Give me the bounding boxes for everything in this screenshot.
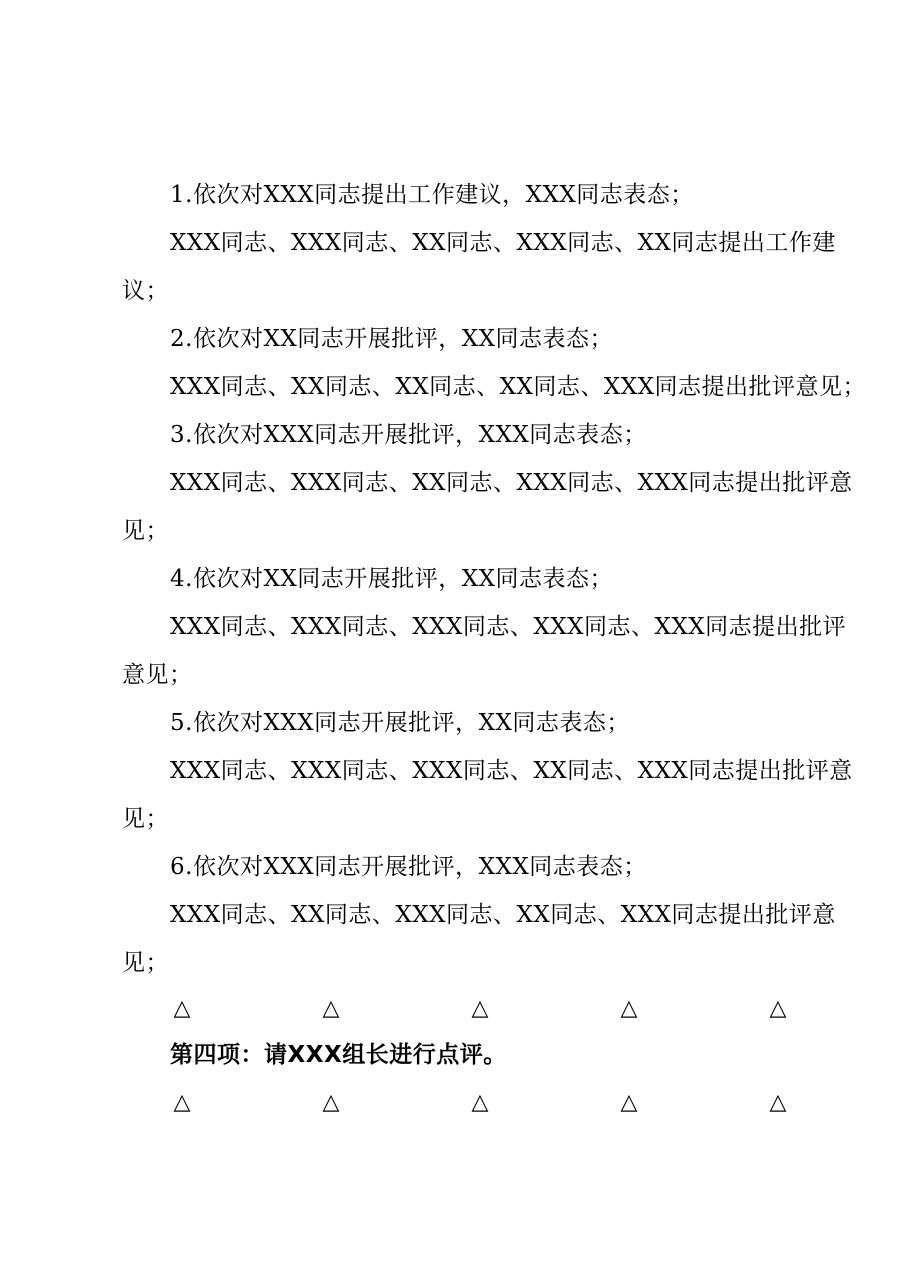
triangle-icon: △ [620, 996, 638, 1021]
paragraph-item-4: 4.依次对XX同志开展批评，XX同志表态； [170, 566, 613, 592]
paragraph-item-5: 5.依次对XXX同志开展批评，XX同志表态； [170, 710, 630, 736]
paragraph-item-5-speakers: XXX同志、XXX同志、XXX同志、XX同志、XXX同志提出批评意 [170, 758, 853, 784]
triangle-icon: △ [620, 1090, 638, 1115]
section-heading: 第四项：请XXX组长进行点评。 [170, 1042, 507, 1068]
paragraph-item-3-speakers: XXX同志、XXX同志、XX同志、XXX同志、XXX同志提出批评意 [170, 470, 853, 496]
triangle-icon: △ [322, 1090, 340, 1115]
paragraph-item-4-speakers: XXX同志、XXX同志、XXX同志、XXX同志、XXX同志提出批评 [170, 614, 847, 640]
paragraph-item-1: 1.依次对XXX同志提出工作建议，XXX同志表态； [170, 182, 694, 208]
triangle-icon: △ [173, 1090, 191, 1115]
triangle-icon: △ [769, 1090, 787, 1115]
triangle-icon: △ [769, 996, 787, 1021]
paragraph-continuation: 议； [122, 278, 169, 304]
paragraph-continuation: 意见； [122, 662, 193, 688]
triangle-icon: △ [173, 996, 191, 1021]
paragraph-item-6-speakers: XXX同志、XX同志、XXX同志、XX同志、XXX同志提出批评意 [170, 902, 836, 928]
triangle-icon: △ [322, 996, 340, 1021]
triangle-icon: △ [471, 1090, 489, 1115]
paragraph-item-1-speakers: XXX同志、XXX同志、XX同志、XXX同志、XX同志提出工作建 [170, 230, 836, 256]
paragraph-continuation: 见； [122, 950, 169, 976]
paragraph-continuation: 见； [122, 806, 169, 832]
triangle-separator-row [170, 1088, 790, 1118]
paragraph-continuation: 见； [122, 518, 169, 544]
paragraph-item-2-speakers: XXX同志、XX同志、XX同志、XX同志、XXX同志提出批评意见； [170, 374, 866, 400]
triangle-separator-row [170, 994, 790, 1024]
triangle-icon: △ [471, 996, 489, 1021]
paragraph-item-3: 3.依次对XXX同志开展批评，XXX同志表态； [170, 422, 647, 448]
paragraph-item-2: 2.依次对XX同志开展批评，XX同志表态； [170, 326, 613, 352]
paragraph-item-6: 6.依次对XXX同志开展批评，XXX同志表态； [170, 854, 647, 880]
